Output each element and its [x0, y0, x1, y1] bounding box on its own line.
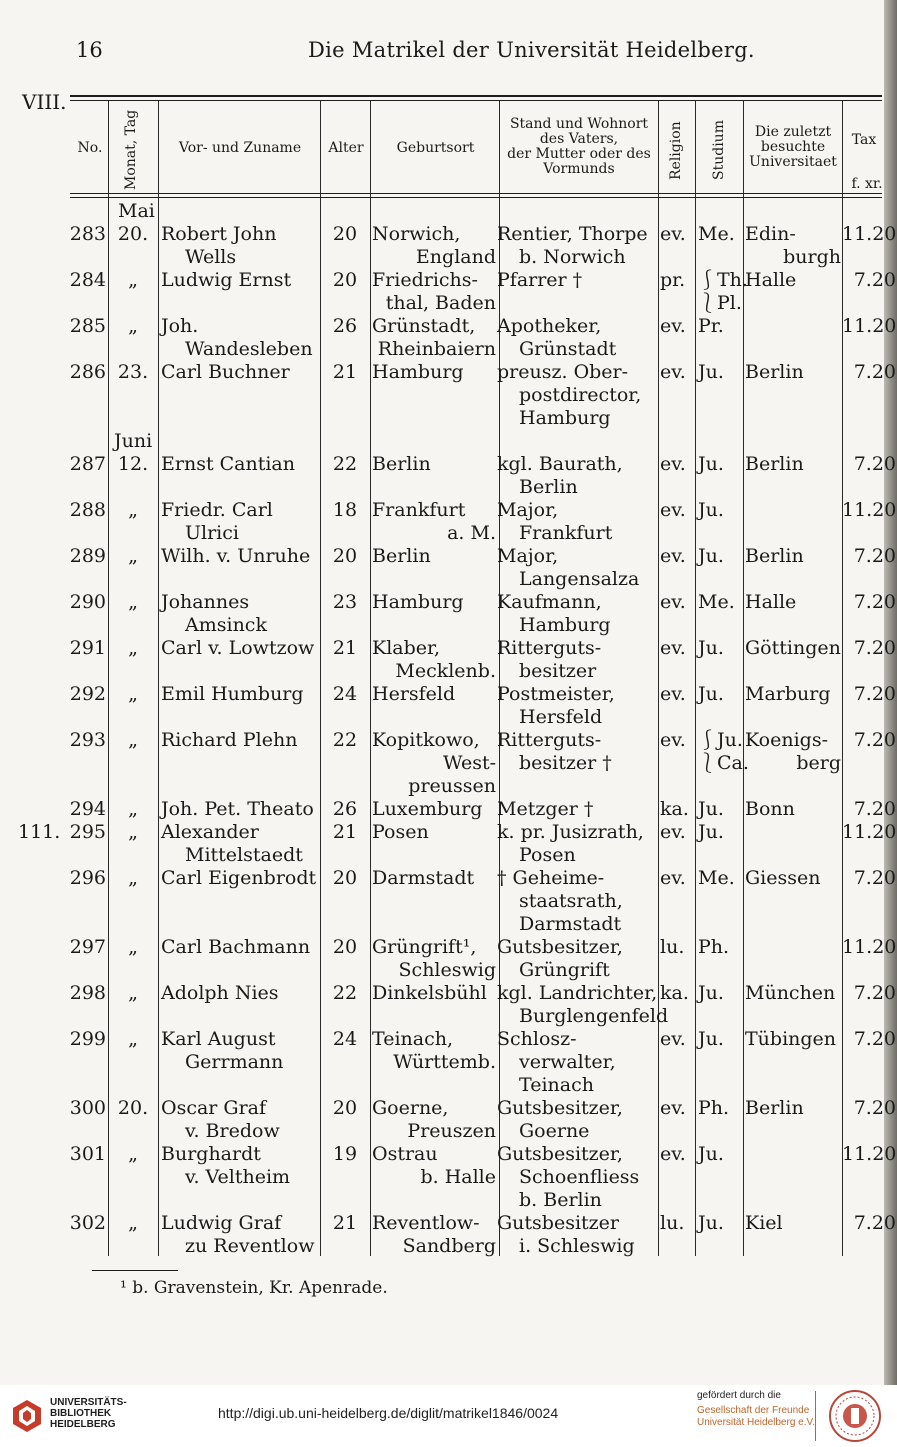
religion: ev. [660, 499, 686, 521]
tax-amount: 7.20 [853, 591, 896, 613]
parent-occupation: Gutsbesitzer [497, 1212, 620, 1234]
birthplace: Rheinbaiern [377, 338, 496, 360]
library-name [50, 1397, 127, 1430]
student-name: Karl August [161, 1028, 276, 1050]
birthplace: Württemb. [393, 1051, 496, 1073]
field-of-study: ⎰Th. [698, 269, 748, 291]
header-alter: Alter [328, 140, 364, 156]
previous-university: Halle [745, 591, 797, 613]
header-stand-line2: des Vaters, [539, 131, 619, 147]
row-number: 302 [69, 1212, 106, 1234]
previous-university: Kiel [745, 1212, 783, 1234]
field-of-study: Me. [698, 591, 735, 613]
student-age: 20 [332, 936, 358, 958]
student-name: Carl v. Lowtzow [161, 637, 315, 659]
page-title: Die Matrikel der Universität Heidelberg. [308, 38, 755, 62]
student-age: 20 [332, 1097, 358, 1119]
footer-divider [815, 1391, 816, 1441]
field-of-study: Me. [698, 867, 735, 889]
student-age: 26 [332, 315, 358, 337]
student-age: 26 [332, 798, 358, 820]
previous-university: Göttingen [745, 637, 841, 659]
row-number: 283 [69, 223, 106, 245]
birthplace: Preuszen [407, 1120, 496, 1142]
parent-occupation: Gutsbesitzer, [497, 1097, 623, 1119]
student-name: Johannes [161, 591, 250, 613]
student-name: Robert John [161, 223, 277, 245]
previous-university: Halle [745, 269, 797, 291]
parent-occupation: Gutsbesitzer, [497, 1143, 623, 1165]
parent-occupation: Goerne [519, 1120, 590, 1142]
student-name: Wandesleben [185, 338, 313, 360]
col-divider-3 [320, 101, 321, 1256]
birthplace: Grüngrift¹, [372, 936, 477, 958]
parent-occupation: Teinach [519, 1074, 594, 1096]
row-number: 295 [69, 821, 106, 843]
parent-occupation: Metzger † [497, 798, 594, 820]
row-number: 287 [69, 453, 106, 475]
field-of-study: ⎰Ju. [698, 729, 743, 751]
student-age: 20 [332, 545, 358, 567]
field-of-study: Ju. [698, 361, 724, 383]
header-stand-line3: der Mutter oder des [507, 146, 651, 162]
header-no: No. [77, 140, 103, 156]
religion: ev. [660, 545, 686, 567]
student-age: 19 [332, 1143, 358, 1165]
previous-university: berg [796, 752, 841, 774]
month-label-mai: Mai [118, 200, 155, 222]
religion: ev. [660, 683, 686, 705]
student-name: Gerrmann [185, 1051, 284, 1073]
previous-university: Edin- [745, 223, 796, 245]
religion: ev. [660, 1028, 686, 1050]
row-date: „ [128, 982, 138, 1004]
header-bottom-rule [70, 193, 882, 194]
student-age: 22 [332, 729, 358, 751]
header-religion: Religion [668, 121, 684, 180]
tax-amount: 7.20 [853, 1028, 896, 1050]
row-number: 300 [69, 1097, 106, 1119]
birthplace: Luxemburg [372, 798, 483, 820]
religion: ev. [660, 729, 686, 751]
student-age: 21 [332, 821, 358, 843]
birthplace: a. M. [447, 522, 496, 544]
top-rule [70, 95, 882, 97]
student-name: Mittelstaedt [185, 844, 303, 866]
religion: lu. [660, 936, 685, 958]
row-date: „ [128, 729, 138, 751]
header-studium: Studium [711, 120, 727, 180]
row-date: „ [128, 821, 138, 843]
student-age: 21 [332, 1212, 358, 1234]
tax-amount: 7.20 [853, 269, 896, 291]
birthplace: Berlin [372, 545, 431, 567]
row-date: 12. [117, 453, 149, 475]
religion: pr. [660, 269, 686, 291]
header-uni-line2: besuchte [760, 139, 826, 155]
religion: ev. [660, 223, 686, 245]
row-date: „ [128, 315, 138, 337]
birthplace: Klaber, [372, 637, 441, 659]
parent-occupation: Major, [497, 499, 559, 521]
field-of-study: Ju. [698, 637, 724, 659]
tax-amount: 7.20 [853, 637, 896, 659]
religion: ev. [660, 361, 686, 383]
row-number: 286 [69, 361, 106, 383]
student-age: 20 [332, 223, 358, 245]
birthplace: Friedrichs- [372, 269, 478, 291]
header-stand-line4: Vormunds [543, 161, 615, 177]
tax-amount: 11.20 [842, 223, 897, 245]
row-number: 284 [69, 269, 106, 291]
field-of-study: Ju. [698, 453, 724, 475]
tax-amount: 11.20 [842, 499, 897, 521]
birthplace: b. Halle [420, 1166, 496, 1188]
society-name-line1: Gesellschaft der Freunde [697, 1405, 810, 1416]
top-rule-thin [70, 100, 882, 101]
header-uni-line1: Die zuletzt [754, 124, 832, 140]
birthplace: Sandberg [402, 1235, 496, 1257]
tax-amount: 7.20 [853, 982, 896, 1004]
student-name: Ernst Cantian [161, 453, 295, 475]
parent-occupation: Berlin [519, 476, 578, 498]
row-date: „ [128, 591, 138, 613]
field-of-study: Ju. [698, 798, 724, 820]
previous-university: Marburg [745, 683, 831, 705]
header-bottom-rule-2 [70, 197, 882, 198]
birthplace: England [415, 246, 496, 268]
parent-occupation: Schoenfliess [519, 1166, 640, 1188]
row-number: 296 [69, 867, 106, 889]
library-logo-icon [12, 1399, 42, 1433]
parent-occupation: Schlosz- [497, 1028, 577, 1050]
parent-occupation: kgl. Landrichter, [497, 982, 658, 1004]
student-age: 24 [332, 683, 358, 705]
previous-university: Berlin [745, 361, 804, 383]
tax-amount: 11.20 [842, 821, 897, 843]
student-age: 24 [332, 1028, 358, 1050]
page-number: 16 [76, 38, 103, 62]
footnote: ¹ b. Gravenstein, Kr. Apenrade. [120, 1278, 388, 1298]
tax-amount: 11.20 [842, 936, 897, 958]
parent-occupation: † Geheime- [497, 867, 605, 889]
tax-amount: 7.20 [853, 683, 896, 705]
field-of-study: Ju. [698, 545, 724, 567]
row-number: 293 [69, 729, 106, 751]
tax-amount: 7.20 [853, 361, 896, 383]
parent-occupation: Major, [497, 545, 559, 567]
religion: ev. [660, 867, 686, 889]
row-date: „ [128, 269, 138, 291]
header-name: Vor- und Zuname [178, 140, 302, 156]
previous-university: Berlin [745, 545, 804, 567]
religion: ka. [660, 798, 689, 820]
row-date: „ [128, 683, 138, 705]
field-of-study: Ph. [698, 936, 730, 958]
student-age: 18 [332, 499, 358, 521]
tax-amount: 7.20 [853, 729, 896, 751]
parent-occupation: Gutsbesitzer, [497, 936, 623, 958]
birthplace: Reventlow- [372, 1212, 480, 1234]
student-name: Joh. Pet. Theato [161, 798, 314, 820]
source-url-link[interactable]: http://digi.ub.uni-heidelberg.de/diglit/matrikel1846/0024 [218, 1405, 559, 1421]
field-of-study: Pr. [698, 315, 724, 337]
parent-occupation: Rentier, Thorpe [497, 223, 648, 245]
row-date: 20. [117, 223, 149, 245]
birthplace: preussen [408, 775, 496, 797]
parent-occupation: Posen [519, 844, 576, 866]
header-geburtsort: Geburtsort [396, 140, 475, 156]
previous-university: München [745, 982, 836, 1004]
student-name: Burghardt [161, 1143, 261, 1165]
birthplace: Frankfurt [372, 499, 466, 521]
religion: lu. [660, 1212, 685, 1234]
religion: ev. [660, 1143, 686, 1165]
religion: ev. [660, 591, 686, 613]
student-name: Wilh. v. Unruhe [161, 545, 311, 567]
header-tax-units: f. xr. [851, 176, 883, 192]
header-universitaet [744, 125, 842, 170]
row-date: 23. [117, 361, 149, 383]
previous-university: Bonn [745, 798, 795, 820]
field-of-study: Ju. [698, 499, 724, 521]
row-number: 294 [69, 798, 106, 820]
birthplace: Posen [372, 821, 429, 843]
birthplace: Goerne, [372, 1097, 449, 1119]
parent-occupation: postdirector, [519, 384, 642, 406]
religion: ev. [660, 821, 686, 843]
parent-occupation: Grünstadt [519, 338, 617, 360]
library-name-line3: HEIDELBERG [50, 1419, 116, 1430]
student-name: Emil Humburg [161, 683, 304, 705]
row-number: 291 [69, 637, 106, 659]
header-stand [500, 117, 658, 177]
funded-by-label: gefördert durch die [697, 1390, 781, 1401]
student-age: 22 [332, 453, 358, 475]
tax-amount: 7.20 [853, 545, 896, 567]
col-divider-1 [108, 101, 109, 1256]
row-date: „ [128, 798, 138, 820]
field-of-study: Ju. [698, 1212, 724, 1234]
religion: ev. [660, 637, 686, 659]
tax-amount: 11.20 [842, 315, 897, 337]
row-date: „ [128, 1212, 138, 1234]
parent-occupation: besitzer [519, 660, 597, 682]
parent-occupation: i. Schleswig [519, 1235, 635, 1257]
birthplace: Dinkelsbühl [372, 982, 487, 1004]
library-name-line2: BIBLIOTHEK [50, 1408, 112, 1419]
parent-occupation: Ritterguts- [497, 729, 602, 751]
student-name: Ludwig Ernst [161, 269, 292, 291]
birthplace: Hersfeld [372, 683, 456, 705]
parent-occupation: Darmstadt [519, 913, 622, 935]
col-divider-2 [158, 101, 159, 1256]
previous-university: burgh [783, 246, 841, 268]
tax-amount: 7.20 [853, 1097, 896, 1119]
parent-occupation: Postmeister, [497, 683, 615, 705]
religion: ev. [660, 315, 686, 337]
row-number: 298 [69, 982, 106, 1004]
row-date: „ [128, 936, 138, 958]
student-name: Richard Plehn [161, 729, 298, 751]
tax-amount: 11.20 [842, 1143, 897, 1165]
field-of-study: Ph. [698, 1097, 730, 1119]
row-number: 285 [69, 315, 106, 337]
row-date: 20. [117, 1097, 149, 1119]
row-number: 288 [69, 499, 106, 521]
religion: ev. [660, 453, 686, 475]
student-name: Wells [185, 246, 237, 268]
field-of-study: ⎱Ca. [698, 752, 749, 774]
col-divider-7 [695, 101, 696, 1256]
birthplace: Hamburg [372, 361, 464, 383]
parent-occupation: b. Berlin [519, 1189, 602, 1211]
birthplace: Kopitkowo, [372, 729, 480, 751]
student-name: Adolph Nies [161, 982, 279, 1004]
birthplace: Darmstadt [372, 867, 475, 889]
row-number: 289 [69, 545, 106, 567]
tax-amount: 7.20 [853, 453, 896, 475]
row-date: „ [128, 637, 138, 659]
student-name: Amsinck [185, 614, 267, 636]
parent-occupation: Ritterguts- [497, 637, 602, 659]
parent-occupation: Pfarrer † [497, 269, 583, 291]
parent-occupation: preusz. Ober- [497, 361, 629, 383]
religion: ev. [660, 1097, 686, 1119]
birthplace: Berlin [372, 453, 431, 475]
religion: ka. [660, 982, 689, 1004]
parent-occupation: Burglengenfeld [519, 1005, 669, 1027]
row-date: „ [128, 867, 138, 889]
parent-occupation: k. pr. Jusizrath, [497, 821, 644, 843]
previous-university: Koenigs- [745, 729, 829, 751]
header-stand-line1: Stand und Wohnort [509, 116, 649, 132]
birthplace: Ostrau [372, 1143, 438, 1165]
field-of-study: Ju. [698, 1028, 724, 1050]
student-name: Ludwig Graf [161, 1212, 282, 1234]
row-date: „ [128, 545, 138, 567]
header-uni-line3: Universitaet [749, 154, 837, 170]
field-of-study: Ju. [698, 821, 724, 843]
previous-university: Giessen [745, 867, 821, 889]
month-label-juni: Juni [114, 430, 153, 452]
row-date: „ [128, 499, 138, 521]
field-of-study: ⎱Pl. [698, 292, 742, 314]
student-age: 21 [332, 637, 358, 659]
parent-occupation: Hamburg [519, 407, 611, 429]
tax-amount: 7.20 [853, 798, 896, 820]
student-name: Oscar Graf [161, 1097, 267, 1119]
row-number: 297 [69, 936, 106, 958]
parent-occupation: kgl. Baurath, [497, 453, 623, 475]
parent-occupation: Hersfeld [519, 706, 603, 728]
birthplace: Schleswig [398, 959, 496, 981]
parent-occupation: b. Norwich [519, 246, 626, 268]
birthplace: Hamburg [372, 591, 464, 613]
birthplace: Teinach, [372, 1028, 454, 1050]
row-number: 301 [69, 1143, 106, 1165]
field-of-study: Me. [698, 223, 735, 245]
birthplace: thal, Baden [385, 292, 496, 314]
row-date: „ [128, 1028, 138, 1050]
parent-occupation: Hamburg [519, 614, 611, 636]
header-tax: Tax [851, 132, 877, 148]
parent-occupation: Grüngrift [519, 959, 610, 981]
student-name: Ulrici [185, 522, 239, 544]
library-name-line1: UNIVERSITÄTS- [50, 1397, 127, 1408]
field-of-study: Ju. [698, 683, 724, 705]
student-age: 20 [332, 867, 358, 889]
parent-occupation: Apotheker, [497, 315, 602, 337]
birthplace: Grünstadt, [372, 315, 476, 337]
student-name: Friedr. Carl [161, 499, 273, 521]
section-number: VIII. [22, 90, 67, 114]
student-name: v. Veltheim [185, 1166, 291, 1188]
student-name: Carl Eigenbrodt [161, 867, 317, 889]
birthplace: Mecklenb. [395, 660, 496, 682]
col-divider-4 [370, 101, 371, 1256]
university-seal-icon [828, 1389, 882, 1443]
footnote-rule [92, 1270, 178, 1271]
previous-university: Berlin [745, 453, 804, 475]
student-age: 22 [332, 982, 358, 1004]
society-name-line2: Universität Heidelberg e.V. [697, 1417, 816, 1428]
parent-occupation: Langensalza [519, 568, 640, 590]
student-age: 23 [332, 591, 358, 613]
row-date: „ [128, 1143, 138, 1165]
birthplace: Norwich, [372, 223, 461, 245]
society-name [697, 1405, 815, 1429]
student-name: v. Bredow [185, 1120, 280, 1142]
field-of-study: Ju. [698, 1143, 724, 1165]
student-name: Carl Buchner [161, 361, 290, 383]
parent-occupation: staatsrath, [519, 890, 623, 912]
header-monat-tag: Monat, Tag [123, 109, 139, 190]
student-name: Joh. [161, 315, 199, 337]
student-age: 20 [332, 269, 358, 291]
previous-university: Berlin [745, 1097, 804, 1119]
student-name: zu Reventlow [185, 1235, 315, 1257]
student-age: 21 [332, 361, 358, 383]
row-number: 292 [69, 683, 106, 705]
row-number: 290 [69, 591, 106, 613]
margin-note: 111. [18, 821, 61, 843]
parent-occupation: Frankfurt [519, 522, 613, 544]
student-name: Carl Bachmann [161, 936, 311, 958]
footer-bar [0, 1385, 897, 1447]
tax-amount: 7.20 [853, 1212, 896, 1234]
birthplace: West- [442, 752, 496, 774]
parent-occupation: verwalter, [519, 1051, 616, 1073]
parent-occupation: Kaufmann, [497, 591, 602, 613]
field-of-study: Ju. [698, 982, 724, 1004]
parent-occupation: besitzer † [519, 752, 612, 774]
tax-amount: 7.20 [853, 867, 896, 889]
previous-university: Tübingen [745, 1028, 837, 1050]
student-name: Alexander [161, 821, 259, 843]
row-number: 299 [69, 1028, 106, 1050]
